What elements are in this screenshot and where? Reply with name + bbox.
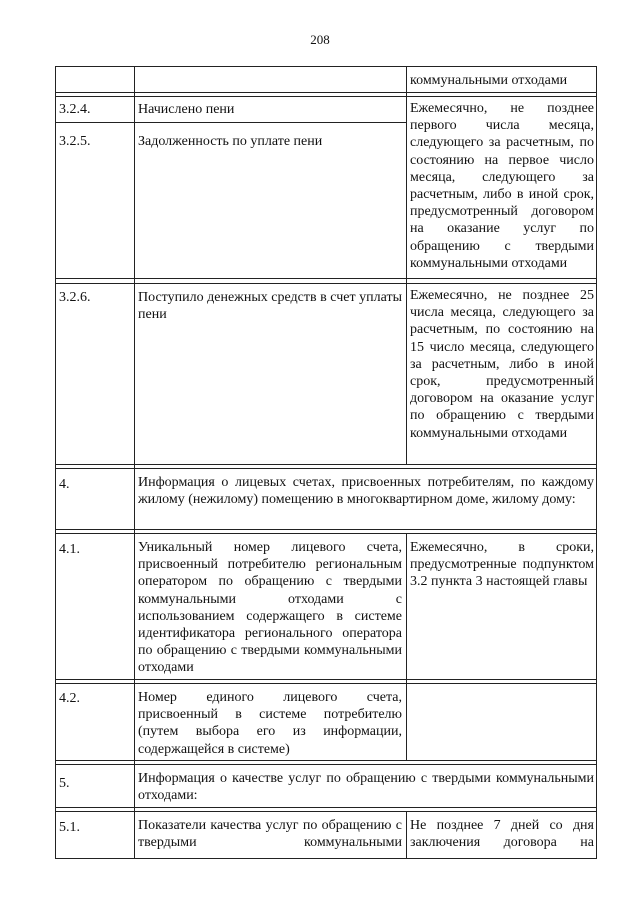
table-border	[55, 464, 597, 465]
table-border	[596, 66, 597, 859]
table-border	[406, 533, 407, 761]
term-cell: Не позднее 7 дней со дня заключения договора на	[410, 818, 594, 851]
table-border	[55, 807, 597, 808]
table-border	[55, 679, 597, 680]
indicator-name: Уникальный номер лицевого счета, присвоенный потребителю региональным оператором по обращению с твердыми коммунальными отходами с использованием содержащего в системе идентификатора регионального оператора по обращению с твердыми коммунальными отходами	[138, 540, 402, 676]
indicator-name: Показатели качества услуг по обращению с твердыми коммунальными	[138, 818, 402, 851]
row-number: 5.	[59, 776, 70, 791]
table-border	[55, 683, 597, 684]
table-border	[55, 283, 597, 284]
indicator-name: Поступило денежных средств в счет уплаты пени	[138, 290, 402, 323]
table-border	[55, 764, 597, 765]
table-border	[55, 66, 597, 67]
row-number: 5.1.	[59, 820, 80, 835]
table-border	[406, 811, 407, 859]
table-border	[55, 468, 597, 469]
table-border	[55, 122, 407, 123]
row-number: 4.2.	[59, 691, 80, 706]
table-border	[55, 760, 597, 761]
table-border	[55, 529, 597, 530]
term-cell: Ежемесячно, не позднее первого числа месяца, следующего за расчетным, по состоянию на первое число месяца, следующего за расчетным, либо в иной срок, предусмотренный договором на оказание услуг по обращению с твердыми коммунальными отходами	[410, 101, 594, 271]
indicator-name: Задолженность по уплате пени	[138, 134, 323, 149]
table-border	[55, 811, 597, 812]
page-number: 208	[310, 32, 330, 47]
row-number: 3.2.5.	[59, 134, 91, 149]
term-cell: Ежемесячно, не позднее 25 числа месяца, следующего за расчетным, по состоянию на 15 число месяца, следующего за расчетным, либо в иной срок, предусмотренный договором на оказание услуг по обращению с твердыми коммунальными отходами	[410, 288, 594, 441]
term-cell: Ежемесячно, в сроки, предусмотренные подпунктом 3.2 пункта 3 настоящей главы	[410, 540, 594, 590]
indicator-name: Начислено пени	[138, 102, 235, 117]
table-border	[55, 96, 597, 97]
table-border	[55, 533, 597, 534]
term-cell: коммунальными отходами	[410, 73, 568, 88]
row-number: 4.	[59, 477, 70, 492]
row-number: 3.2.6.	[59, 290, 91, 305]
table-border	[406, 66, 407, 465]
table-border	[134, 66, 135, 859]
table-border	[55, 278, 597, 279]
table-border	[55, 858, 597, 859]
table-border	[55, 92, 597, 93]
row-number: 3.2.4.	[59, 102, 91, 117]
section-heading: Информация о лицевых счетах, присвоенных потребителям, по каждому жилому (нежилому) помещению в многоквартирном доме, жилому дому:	[138, 475, 594, 508]
indicator-name: Номер единого лицевого счета, присвоенный в системе потребителю (путем выбора его из информации, содержащейся в системе)	[138, 690, 402, 757]
row-number: 4.1.	[59, 542, 80, 557]
section-heading: Информация о качестве услуг по обращению с твердыми коммунальными отходами:	[138, 771, 594, 804]
table-border	[55, 66, 56, 859]
